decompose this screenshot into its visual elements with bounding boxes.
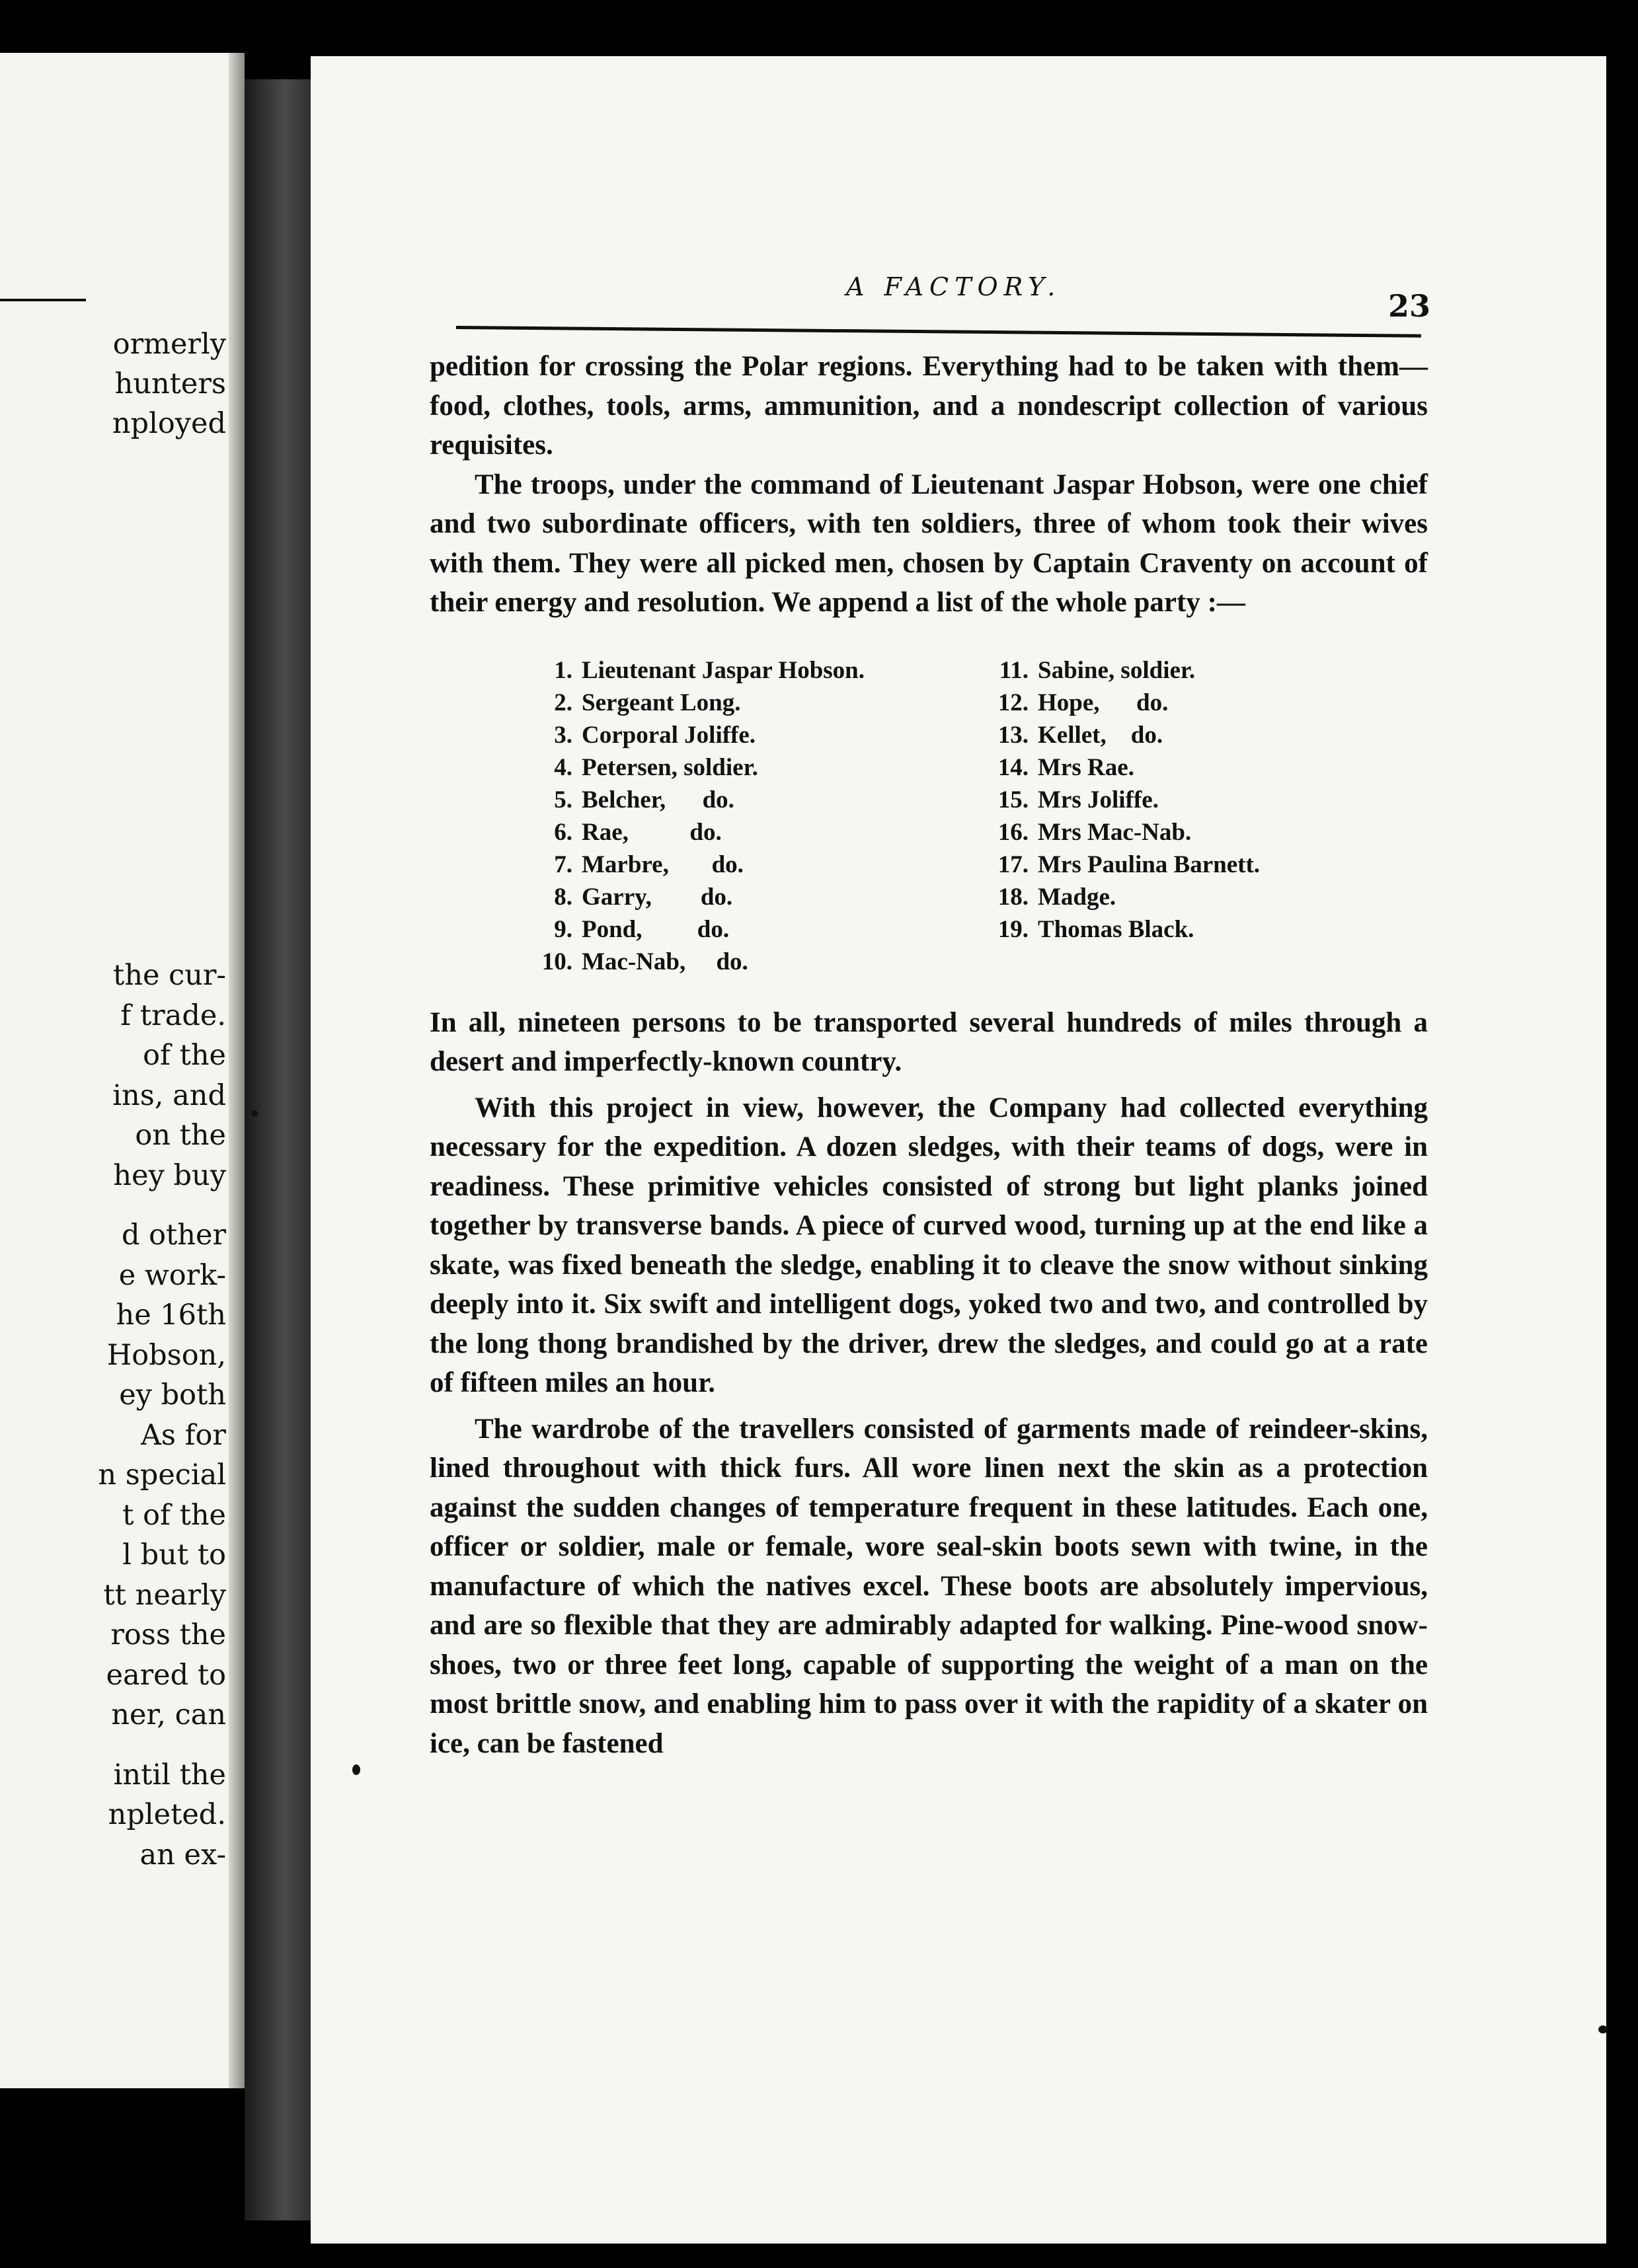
book-binding-shadow — [245, 79, 317, 2220]
left-page-line: hey buy — [113, 1158, 226, 1192]
roster-entry — [992, 816, 1260, 849]
paragraph-5: The wardrobe of the travellers consisted of garments made of reindeer-skins, lined throughout with thick furs. All wore linen next the skin as a protection against the sudden changes of temperature frequent in these latitudes. Each one, officer or soldier, male or female, wore seal-skin boots sewn with twine, in the manufacture of which the natives excel. These boots are absolutely impervious, and are so flexible that they are admirably adapted for walking. Pine-wood snow-shoes, two or three feet long, capable of supporting the weight of a man on the most brittle snow, and enabling him to pass over it with the rapidity of a skater on ice, can be fastened — [430, 1413, 1428, 1759]
roster-name: Thomas Black. — [1038, 915, 1194, 943]
roster-name: Sergeant Long. — [582, 689, 741, 716]
roster-number: 7. — [554, 850, 572, 878]
roster-name: Lieutenant Jaspar Hobson. — [582, 656, 865, 684]
left-page-line: on the — [135, 1119, 226, 1152]
left-page-rule — [0, 299, 86, 301]
roster-entry — [535, 654, 992, 687]
roster-number: 1. — [554, 656, 572, 684]
roster-number: 18. — [997, 883, 1029, 911]
left-page-line: t of the — [122, 1498, 226, 1532]
left-page-line: of the — [143, 1039, 226, 1072]
roster-entry — [535, 751, 992, 784]
roster-number: 5. — [554, 786, 572, 813]
roster-name: Mrs Joliffe. — [1038, 786, 1159, 813]
left-page-line: intil the — [113, 1758, 226, 1792]
running-title: A FACTORY. — [846, 272, 1062, 301]
roster-number: 14. — [997, 753, 1029, 781]
left-page-line: Hobson, — [106, 1338, 226, 1372]
roster-entry — [992, 687, 1260, 719]
roster-entry — [992, 849, 1260, 881]
left-page-line: ormerly — [112, 328, 226, 361]
left-page-line: tt nearly — [103, 1578, 226, 1612]
roster-entry — [992, 881, 1260, 913]
roster-entry — [535, 946, 992, 978]
left-page-line: f trade. — [120, 999, 226, 1032]
left-page-line: nployed — [112, 407, 226, 440]
roster-name: Madge. — [1038, 883, 1116, 911]
page-number: 23 — [1388, 288, 1431, 324]
roster-entry — [535, 719, 992, 751]
roster-number: 17. — [997, 850, 1029, 878]
roster-column-left — [535, 654, 992, 978]
left-page-line: ey both — [119, 1379, 226, 1412]
scan-speck — [1598, 2025, 1608, 2033]
roster-name: Kellet, do. — [1038, 721, 1163, 749]
left-facing-page — [0, 53, 245, 2088]
roster-name: Mrs Mac-Nab. — [1038, 818, 1192, 846]
roster-number: 10. — [541, 948, 572, 975]
left-page-line: ross the — [110, 1618, 226, 1651]
left-page-line: ner, can — [111, 1698, 226, 1731]
left-page-line: l but to — [122, 1538, 226, 1571]
roster-number: 15. — [997, 786, 1029, 813]
roster-entry — [535, 816, 992, 849]
scan-speck — [352, 1764, 360, 1775]
roster-entry — [535, 849, 992, 881]
roster-name: Mrs Paulina Barnett. — [1038, 850, 1261, 878]
roster-name: Rae, do. — [582, 818, 722, 846]
roster-entry — [992, 784, 1260, 816]
roster-number: 19. — [997, 915, 1029, 943]
left-page-line: hunters — [114, 367, 226, 400]
paragraph-2: The troops, under the command of Lieutenant Jaspar Hobson, were one chief and two subordinate officers, with ten soldiers, three of whom took their wives with them. They were all picked men, chosen by Captain Craventy on account of their energy and resolution. We append a list of the whole party :— — [430, 469, 1428, 618]
left-page-line: an ex- — [139, 1838, 226, 1871]
paragraph-3: In all, nineteen persons to be transported several hundreds of miles through a desert and imperfectly-known country. — [430, 1006, 1428, 1077]
left-page-line: ins, and — [112, 1078, 226, 1112]
roster-name: Pond, do. — [582, 915, 730, 943]
roster-name: Petersen, soldier. — [582, 753, 758, 781]
roster-number: 9. — [554, 915, 572, 943]
left-page-line: eared to — [106, 1658, 226, 1692]
roster-entry — [992, 751, 1260, 784]
roster-entry — [992, 913, 1260, 946]
party-roster — [535, 654, 1428, 978]
left-page-line: he 16th — [116, 1299, 226, 1332]
roster-entry — [535, 913, 992, 946]
roster-name: Belcher, do. — [582, 786, 734, 813]
roster-number: 12. — [997, 689, 1029, 716]
page-gutter-shadow — [229, 53, 245, 2088]
paragraph-1: pedition for crossing the Polar regions. Everything had to be taken with them—food, clothes, tools, arms, ammunition, and a nondescript collection of various requisites. — [430, 351, 1428, 461]
roster-name: Garry, do. — [582, 883, 733, 911]
roster-entry — [535, 784, 992, 816]
left-page-line: d other — [121, 1219, 226, 1252]
roster-number: 11. — [999, 656, 1029, 684]
roster-column-right — [992, 654, 1260, 978]
roster-number: 16. — [997, 818, 1029, 846]
left-page-line: n special — [98, 1458, 226, 1492]
body-text — [430, 347, 1428, 1763]
left-page-line: the cur- — [113, 959, 226, 992]
roster-entry — [535, 881, 992, 913]
paragraph-4: With this project in view, however, the Company had collected everything necessary for the expedition. A dozen sledges, with their teams of dogs, were in readiness. These primitive vehicles consisted of strong but light planks joined together by transverse bands. A piece of curved wood, turning up at the end like a skate, was fixed beneath the sledge, enabling it to cleave the snow without sinking deeply into it. Six swift and intelligent dogs, yoked two and two, and controlled by the long thong brandished by the driver, drew the sledges, and could go at a rate of fifteen miles an hour. — [430, 1092, 1428, 1398]
left-page-line: e work- — [118, 1258, 226, 1292]
roster-name: Hope, do. — [1038, 689, 1169, 716]
roster-number: 6. — [554, 818, 572, 846]
roster-number: 8. — [554, 883, 572, 911]
roster-entry — [992, 654, 1260, 687]
roster-name: Corporal Joliffe. — [582, 721, 756, 749]
roster-name: Sabine, soldier. — [1038, 656, 1196, 684]
roster-entry — [535, 687, 992, 719]
roster-number: 13. — [997, 721, 1029, 749]
roster-name: Marbre, do. — [582, 850, 744, 878]
roster-entry — [992, 719, 1260, 751]
roster-name: Mrs Rae. — [1038, 753, 1134, 781]
roster-number: 3. — [554, 721, 572, 749]
roster-name: Mac-Nab, do. — [582, 948, 748, 975]
left-page-line: As for — [140, 1418, 226, 1452]
scan-speck — [251, 1110, 258, 1117]
roster-number: 4. — [554, 753, 572, 781]
roster-number: 2. — [554, 689, 572, 716]
left-page-line: npleted. — [108, 1798, 226, 1831]
